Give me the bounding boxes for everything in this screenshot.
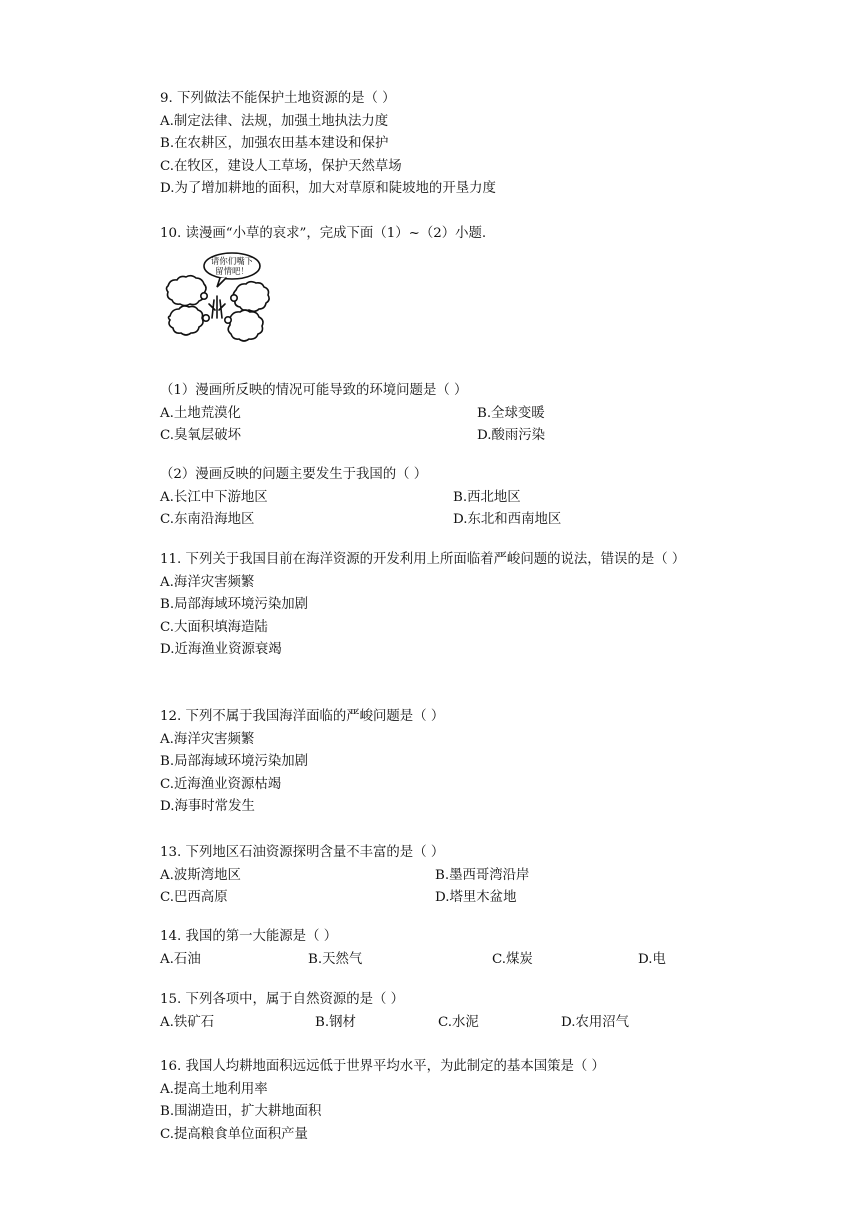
option-b: B.墨西哥湾沿岸 <box>435 867 530 883</box>
option-a: A.制定法律、法规，加强土地执法力度 <box>160 113 389 129</box>
option-a: A.波斯湾地区 <box>160 867 241 883</box>
question-stem: 9. 下列做法不能保护土地资源的是（ ） <box>160 91 396 106</box>
option-d: D.为了增加耕地的面积，加大对草原和陡坡地的开垦力度 <box>160 181 496 196</box>
option-b: B.在农耕区，加强农田基本建设和保护 <box>160 136 389 151</box>
question-12 <box>160 706 730 819</box>
question-14 <box>160 926 730 971</box>
question-stem: 13. 下列地区石油资源探明含量不丰富的是（ ） <box>160 845 445 860</box>
option-c: C.提高粮食单位面积产量 <box>160 1126 308 1142</box>
option-d: D.东北和西南地区 <box>453 512 562 527</box>
option-b: B.全球变暖 <box>477 405 545 421</box>
option-c: C.在牧区，建设人工草场，保护天然草场 <box>160 158 402 174</box>
question-stem: 14. 我国的第一大能源是（ ） <box>160 929 338 944</box>
comic-speech-line-2: 留情吧！ <box>214 266 250 277</box>
option-a: A.石油 <box>160 951 201 967</box>
option-b: B.天然气 <box>308 951 363 967</box>
option-d: D.酸雨污染 <box>477 428 546 443</box>
question-stem: 15. 下列各项中，属于自然资源的是（ ） <box>160 992 405 1007</box>
option-c: C.大面积填海造陆 <box>160 619 268 635</box>
option-c: C.水泥 <box>438 1014 479 1030</box>
question-stem: （1）漫画所反映的情况可能导致的环境问题是（ ） <box>160 383 468 398</box>
option-a: A.土地荒漠化 <box>160 405 241 421</box>
option-b: B.围湖造田，扩大耕地面积 <box>160 1104 322 1119</box>
comic-speech-line-1: 请你们嘴下 <box>210 256 254 267</box>
option-d: D.电 <box>638 951 666 967</box>
option-d: D.农用沼气 <box>561 1014 630 1030</box>
option-c: C.巴西高原 <box>160 890 228 905</box>
option-a: A.铁矿石 <box>160 1014 215 1030</box>
option-d: D.塔里木盆地 <box>435 890 517 905</box>
option-b: B.西北地区 <box>453 489 521 505</box>
option-c: C.近海渔业资源枯竭 <box>160 776 282 792</box>
question-10-sub-1 <box>160 380 730 448</box>
option-b: B.局部海域环境污染加剧 <box>160 754 309 769</box>
option-a: A.提高土地利用率 <box>160 1081 268 1097</box>
question-13 <box>160 842 730 910</box>
question-15 <box>160 989 730 1034</box>
option-a: A.长江中下游地区 <box>160 489 268 505</box>
question-11 <box>160 549 730 662</box>
option-b: B.钢材 <box>315 1014 356 1030</box>
option-c: C.臭氧层破坏 <box>160 428 241 443</box>
question-9 <box>160 88 730 201</box>
question-10-sub-2 <box>160 464 730 532</box>
option-c: C.煤炭 <box>492 951 533 967</box>
question-16 <box>160 1056 730 1146</box>
option-a: A.海洋灾害频繁 <box>160 574 255 590</box>
option-d: D.近海渔业资源衰竭 <box>160 642 282 657</box>
option-b: B.局部海域环境污染加剧 <box>160 597 309 612</box>
question-stem: 11. 下列关于我国目前在海洋资源的开发利用上所面临着严峻问题的说法，错误的是（ ） <box>160 552 686 567</box>
comic-sheep-eating-grass <box>160 252 280 346</box>
question-stem: 10. 读漫画“小草的哀求”，完成下面（1）~（2）小题. <box>160 226 487 241</box>
question-stem: 16. 我国人均耕地面积远远低于世界平均水平，为此制定的基本国策是（ ） <box>160 1059 605 1074</box>
question-10 <box>160 223 730 346</box>
option-c: C.东南沿海地区 <box>160 512 255 527</box>
question-stem: 12. 下列不属于我国海洋面临的严峻问题是（ ） <box>160 709 445 724</box>
question-stem: （2）漫画反映的问题主要发生于我国的（ ） <box>160 467 428 482</box>
option-d: D.海事时常发生 <box>160 799 255 814</box>
option-a: A.海洋灾害频繁 <box>160 731 255 747</box>
